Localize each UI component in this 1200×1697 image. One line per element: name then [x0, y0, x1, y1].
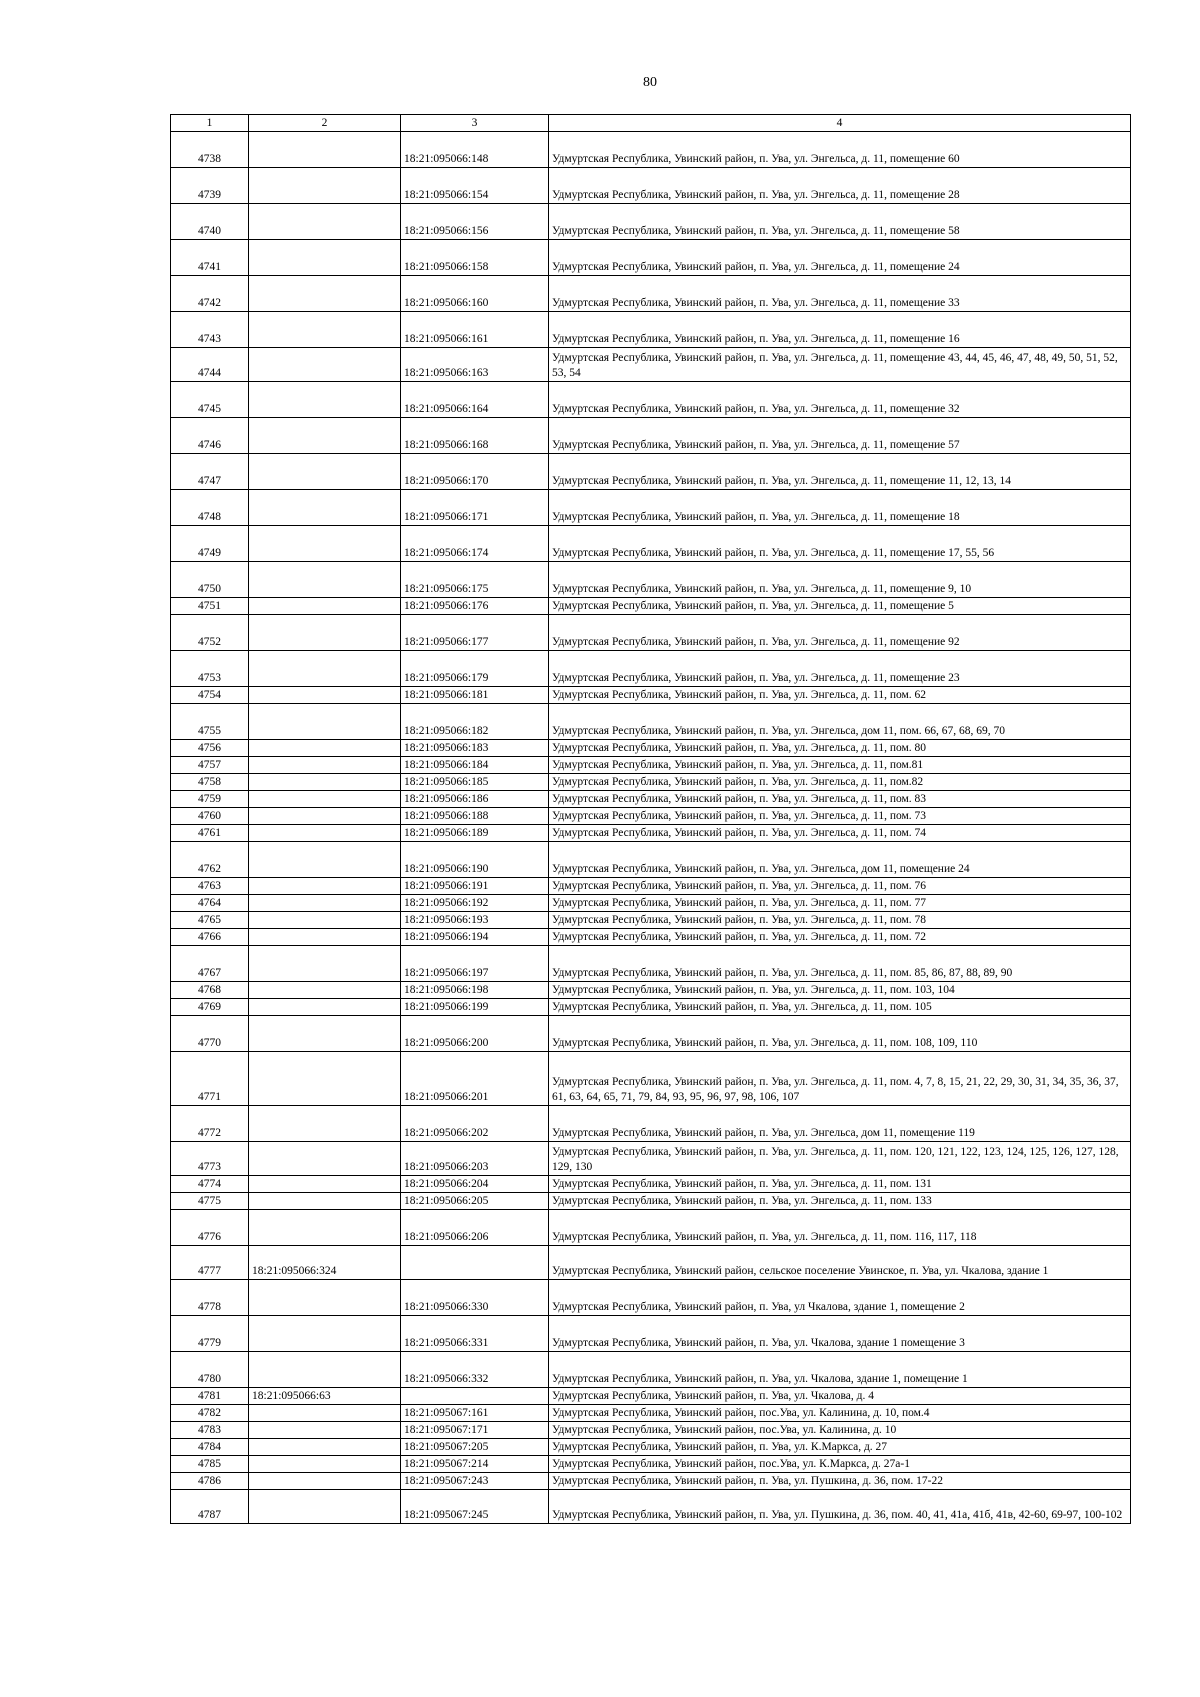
cadastral-number-col2 — [249, 946, 401, 982]
cadastral-number-col2 — [249, 1193, 401, 1210]
row-number: 4782 — [171, 1405, 249, 1422]
cadastral-number-col3: 18:21:095066:200 — [401, 1016, 549, 1052]
row-number: 4770 — [171, 1016, 249, 1052]
address-cell: Удмуртская Республика, Увинский район, п. Ува, ул. Энгельса, д. 11, пом. 62 — [549, 687, 1131, 704]
table-row — [171, 878, 1131, 895]
cadastral-number-col2 — [249, 168, 401, 204]
address-cell: Удмуртская Республика, Увинский район, п. Ува, ул. Энгельса, д. 11, помещение 23 — [549, 651, 1131, 687]
address-cell: Удмуртская Республика, Увинский район, п. Ува, ул. Чкалова, здание 1, помещение 1 — [549, 1352, 1131, 1388]
table-row — [171, 1316, 1131, 1352]
cadastral-number-col3: 18:21:095066:154 — [401, 168, 549, 204]
table-row — [171, 1280, 1131, 1316]
address-cell: Удмуртская Республика, Увинский район, п. Ува, ул. Пушкина, д. 36, пом. 40, 41, 41а, 41б, 41в, 42-60, 69-97, 100-102 — [549, 1490, 1131, 1524]
row-number: 4753 — [171, 651, 249, 687]
table-row — [171, 1439, 1131, 1456]
cadastral-number-col2 — [249, 1473, 401, 1490]
address-cell: Удмуртская Республика, Увинский район, п. Ува, ул. Энгельса, д. 11, пом. 85, 86, 87, 88, 89, 90 — [549, 946, 1131, 982]
cadastral-number-col3 — [401, 1388, 549, 1405]
table-row — [171, 454, 1131, 490]
address-cell: Удмуртская Республика, Увинский район, п. Ува, ул. Энгельса, д. 11, пом. 73 — [549, 808, 1131, 825]
cadastral-number-col2 — [249, 418, 401, 454]
table-row — [171, 1142, 1131, 1176]
table-row — [171, 615, 1131, 651]
cadastral-number-col2 — [249, 562, 401, 598]
cadastral-number-col3 — [401, 1246, 549, 1280]
cadastral-number-col2 — [249, 1316, 401, 1352]
row-number: 4760 — [171, 808, 249, 825]
row-number: 4743 — [171, 312, 249, 348]
row-number: 4741 — [171, 240, 249, 276]
table-row — [171, 204, 1131, 240]
address-cell: Удмуртская Республика, Увинский район, п. Ува, ул. Энгельса, д. 11, пом.81 — [549, 757, 1131, 774]
cadastral-number-col2 — [249, 382, 401, 418]
page-number: 80 — [643, 75, 657, 90]
table-row — [171, 348, 1131, 382]
row-number: 4755 — [171, 704, 249, 740]
row-number: 4758 — [171, 774, 249, 791]
address-cell: Удмуртская Республика, Увинский район, п. Ува, ул. Энгельса, д. 11, помещение 9, 10 — [549, 562, 1131, 598]
cadastral-number-col2 — [249, 912, 401, 929]
cadastral-number-col2 — [249, 687, 401, 704]
header-col-3: 3 — [401, 115, 549, 132]
table-row — [171, 276, 1131, 312]
address-cell: Удмуртская Республика, Увинский район, п. Ува, ул. Энгельса, д. 11, пом. 83 — [549, 791, 1131, 808]
table-row — [171, 895, 1131, 912]
cadastral-number-col3: 18:21:095066:156 — [401, 204, 549, 240]
cadastral-number-col3: 18:21:095066:199 — [401, 999, 549, 1016]
cadastral-number-col3: 18:21:095067:161 — [401, 1405, 549, 1422]
cadastral-number-col3: 18:21:095066:175 — [401, 562, 549, 598]
table-row — [171, 1388, 1131, 1405]
cadastral-number-col3: 18:21:095066:176 — [401, 598, 549, 615]
cadastral-number-col2 — [249, 929, 401, 946]
cadastral-number-col2 — [249, 791, 401, 808]
cadastral-number-col2 — [249, 1052, 401, 1106]
table-row — [171, 791, 1131, 808]
cadastral-number-col3: 18:21:095066:181 — [401, 687, 549, 704]
cadastral-number-col3: 18:21:095066:177 — [401, 615, 549, 651]
cadastral-number-col3: 18:21:095066:205 — [401, 1193, 549, 1210]
address-cell: Удмуртская Республика, Увинский район, п. Ува, ул. Энгельса, д. 11, пом. 76 — [549, 878, 1131, 895]
address-cell: Удмуртская Республика, Увинский район, п. Ува, ул. К.Маркса, д. 27 — [549, 1439, 1131, 1456]
address-cell: Удмуртская Республика, Увинский район, п. Ува, ул. Энгельса, д. 11, помещение 57 — [549, 418, 1131, 454]
cadastral-number-col2 — [249, 651, 401, 687]
cadastral-number-col2 — [249, 240, 401, 276]
cadastral-number-col2 — [249, 1106, 401, 1142]
address-cell: Удмуртская Республика, Увинский район, п. Ува, ул. Энгельса, д. 11, помещение 24 — [549, 240, 1131, 276]
cadastral-number-col3: 18:21:095066:174 — [401, 526, 549, 562]
cadastral-number-col2 — [249, 598, 401, 615]
cadastral-number-col3: 18:21:095066:206 — [401, 1210, 549, 1246]
address-cell: Удмуртская Республика, Увинский район, п. Ува, ул. Энгельса, д. 11, помещение 18 — [549, 490, 1131, 526]
table-row — [171, 1405, 1131, 1422]
cadastral-number-col2 — [249, 757, 401, 774]
address-cell: Удмуртская Республика, Увинский район, п. Ува, ул. Энгельса, д. 11, помещение 60 — [549, 132, 1131, 168]
cadastral-number-col3: 18:21:095066:188 — [401, 808, 549, 825]
address-cell: Удмуртская Республика, Увинский район, п. Ува, ул. Пушкина, д. 36, пом. 17-22 — [549, 1473, 1131, 1490]
address-cell: Удмуртская Республика, Увинский район, п. Ува, ул. Энгельса, д. 11, пом. 108, 109, 110 — [549, 1016, 1131, 1052]
address-cell: Удмуртская Республика, Увинский район, п. Ува, ул. Энгельса, д. 11, пом. 116, 117, 118 — [549, 1210, 1131, 1246]
row-number: 4744 — [171, 348, 249, 382]
row-number: 4738 — [171, 132, 249, 168]
address-cell: Удмуртская Республика, Увинский район, п. Ува, ул. Энгельса, д. 11, пом. 131 — [549, 1176, 1131, 1193]
cadastral-number-col3: 18:21:095067:243 — [401, 1473, 549, 1490]
row-number: 4751 — [171, 598, 249, 615]
cadastral-number-col3: 18:21:095066:202 — [401, 1106, 549, 1142]
address-cell: Удмуртская Республика, Увинский район, п. Ува, ул. Энгельса, дом 11, помещение 119 — [549, 1106, 1131, 1142]
table-row — [171, 1106, 1131, 1142]
cadastral-number-col2 — [249, 1490, 401, 1524]
address-cell: Удмуртская Республика, Увинский район, п. Ува, ул. Энгельса, д. 11, пом. 74 — [549, 825, 1131, 842]
cadastral-number-col3: 18:21:095066:331 — [401, 1316, 549, 1352]
cadastral-number-col3: 18:21:095066:201 — [401, 1052, 549, 1106]
table-row — [171, 808, 1131, 825]
address-cell: Удмуртская Республика, Увинский район, п. Ува, ул. Энгельса, д. 11, помещение 33 — [549, 276, 1131, 312]
cadastral-number-col3: 18:21:095067:214 — [401, 1456, 549, 1473]
address-cell: Удмуртская Республика, Увинский район, п. Ува, ул. Энгельса, д. 11, помещение 43, 44, 45, 46, 47, 48, 49, 50, 51, 52, 53, 54 — [549, 348, 1131, 382]
table-row — [171, 929, 1131, 946]
cadastral-number-col3: 18:21:095066:186 — [401, 791, 549, 808]
table-row — [171, 562, 1131, 598]
row-number: 4781 — [171, 1388, 249, 1405]
cadastral-number-col2 — [249, 454, 401, 490]
row-number: 4769 — [171, 999, 249, 1016]
address-cell: Удмуртская Республика, Увинский район, п. Ува, ул. Энгельса, д. 11, помещение 32 — [549, 382, 1131, 418]
table-row — [171, 418, 1131, 454]
cadastral-number-col3: 18:21:095066:163 — [401, 348, 549, 382]
header-col-2: 2 — [249, 115, 401, 132]
row-number: 4775 — [171, 1193, 249, 1210]
row-number: 4773 — [171, 1142, 249, 1176]
cadastral-number-col3: 18:21:095066:164 — [401, 382, 549, 418]
table-row — [171, 132, 1131, 168]
row-number: 4771 — [171, 1052, 249, 1106]
table-row — [171, 1473, 1131, 1490]
cadastral-number-col2 — [249, 842, 401, 878]
cadastral-number-col3: 18:21:095066:179 — [401, 651, 549, 687]
row-number: 4780 — [171, 1352, 249, 1388]
table-row — [171, 1246, 1131, 1280]
cadastral-number-col2 — [249, 1422, 401, 1439]
table-row — [171, 1193, 1131, 1210]
table-row — [171, 240, 1131, 276]
cadastral-number-col3: 18:21:095067:171 — [401, 1422, 549, 1439]
cadastral-number-col2: 18:21:095066:63 — [249, 1388, 401, 1405]
address-cell: Удмуртская Республика, Увинский район, п. Ува, ул. Энгельса, д. 11, помещение 58 — [549, 204, 1131, 240]
address-cell: Удмуртская Республика, Увинский район, п. Ува, ул. Энгельса, дом 11, помещение 24 — [549, 842, 1131, 878]
table-row — [171, 757, 1131, 774]
header-col-4: 4 — [549, 115, 1131, 132]
cadastral-number-col3: 18:21:095066:160 — [401, 276, 549, 312]
row-number: 4787 — [171, 1490, 249, 1524]
cadastral-number-col2 — [249, 774, 401, 791]
table-row — [171, 774, 1131, 791]
table-row — [171, 687, 1131, 704]
table-row — [171, 1422, 1131, 1439]
cadastral-number-col2: 18:21:095066:324 — [249, 1246, 401, 1280]
table-row — [171, 1016, 1131, 1052]
address-cell: Удмуртская Республика, Увинский район, пос.Ува, ул. К.Маркса, д. 27а-1 — [549, 1456, 1131, 1473]
row-number: 4767 — [171, 946, 249, 982]
row-number: 4777 — [171, 1246, 249, 1280]
table-row — [171, 704, 1131, 740]
cadastral-number-col3: 18:21:095066:190 — [401, 842, 549, 878]
header-col-1: 1 — [171, 115, 249, 132]
cadastral-number-col3: 18:21:095066:182 — [401, 704, 549, 740]
table-row — [171, 168, 1131, 204]
table-row — [171, 1352, 1131, 1388]
cadastral-number-col2 — [249, 1210, 401, 1246]
row-number: 4783 — [171, 1422, 249, 1439]
cadastral-number-col3: 18:21:095066:203 — [401, 1142, 549, 1176]
table-row — [171, 382, 1131, 418]
table-row — [171, 1490, 1131, 1524]
cadastral-number-col3: 18:21:095066:158 — [401, 240, 549, 276]
row-number: 4768 — [171, 982, 249, 999]
header-row — [171, 115, 1131, 132]
cadastral-number-col3: 18:21:095066:197 — [401, 946, 549, 982]
cadastral-number-col3: 18:21:095066:170 — [401, 454, 549, 490]
row-number: 4765 — [171, 912, 249, 929]
address-cell: Удмуртская Республика, Увинский район, п. Ува, ул. Энгельса, д. 11, помещение 17, 55, 56 — [549, 526, 1131, 562]
row-number: 4759 — [171, 791, 249, 808]
row-number: 4786 — [171, 1473, 249, 1490]
cadastral-number-col2 — [249, 204, 401, 240]
row-number: 4785 — [171, 1456, 249, 1473]
address-cell: Удмуртская Республика, Увинский район, сельское поселение Увинское, п. Ува, ул. Чкалова, здание 1 — [549, 1246, 1131, 1280]
table-row — [171, 842, 1131, 878]
cadastral-number-col3: 18:21:095066:332 — [401, 1352, 549, 1388]
cadastral-number-col2 — [249, 1280, 401, 1316]
address-cell: Удмуртская Республика, Увинский район, п. Ува, ул. Энгельса, д. 11, помещение 28 — [549, 168, 1131, 204]
table-row — [171, 526, 1131, 562]
row-number: 4761 — [171, 825, 249, 842]
table-row — [171, 598, 1131, 615]
table-row — [171, 912, 1131, 929]
address-cell: Удмуртская Республика, Увинский район, п. Ува, ул Чкалова, здание 1, помещение 2 — [549, 1280, 1131, 1316]
address-cell: Удмуртская Республика, Увинский район, п. Ува, ул. Энгельса, д. 11, пом. 120, 121, 122, 123, 124, 125, 126, 127, 128, 129, 130 — [549, 1142, 1131, 1176]
cadastral-number-col2 — [249, 348, 401, 382]
cadastral-number-col2 — [249, 895, 401, 912]
cadastral-number-col3: 18:21:095066:168 — [401, 418, 549, 454]
row-number: 4750 — [171, 562, 249, 598]
address-cell: Удмуртская Республика, Увинский район, п. Ува, ул. Энгельса, д. 11, пом. 105 — [549, 999, 1131, 1016]
row-number: 4740 — [171, 204, 249, 240]
cadastral-number-col3: 18:21:095066:183 — [401, 740, 549, 757]
row-number: 4745 — [171, 382, 249, 418]
address-cell: Удмуртская Республика, Увинский район, пос.Ува, ул. Калинина, д. 10 — [549, 1422, 1131, 1439]
cadastral-number-col2 — [249, 526, 401, 562]
row-number: 4778 — [171, 1280, 249, 1316]
row-number: 4746 — [171, 418, 249, 454]
cadastral-number-col3: 18:21:095067:205 — [401, 1439, 549, 1456]
address-cell: Удмуртская Республика, Увинский район, п. Ува, ул. Энгельса, д. 11, пом. 78 — [549, 912, 1131, 929]
cadastral-number-col2 — [249, 490, 401, 526]
table-row — [171, 946, 1131, 982]
cadastral-number-col2 — [249, 825, 401, 842]
row-number: 4776 — [171, 1210, 249, 1246]
row-number: 4747 — [171, 454, 249, 490]
address-cell: Удмуртская Республика, Увинский район, п. Ува, ул. Чкалова, здание 1 помещение 3 — [549, 1316, 1131, 1352]
cadastral-number-col2 — [249, 615, 401, 651]
row-number: 4774 — [171, 1176, 249, 1193]
table-row — [171, 1176, 1131, 1193]
cadastral-number-col2 — [249, 1456, 401, 1473]
cadastral-number-col3: 18:21:095067:245 — [401, 1490, 549, 1524]
cadastral-number-col3: 18:21:095066:198 — [401, 982, 549, 999]
cadastral-number-col2 — [249, 312, 401, 348]
cadastral-number-col2 — [249, 276, 401, 312]
row-number: 4779 — [171, 1316, 249, 1352]
address-cell: Удмуртская Республика, Увинский район, п. Ува, ул. Энгельса, д. 11, пом. 4, 7, 8, 15, 21, 22, 29, 30, 31, 34, 35, 36, 37, 61, 63, 64, 65, 71, 79, 84, 93, 95, 96, 97, 98, 106, 107 — [549, 1052, 1131, 1106]
cadastral-number-col3: 18:21:095066:148 — [401, 132, 549, 168]
row-number: 4749 — [171, 526, 249, 562]
table-row — [171, 1052, 1131, 1106]
row-number: 4766 — [171, 929, 249, 946]
table-row — [171, 1456, 1131, 1473]
cadastral-number-col2 — [249, 1439, 401, 1456]
row-number: 4763 — [171, 878, 249, 895]
address-cell: Удмуртская Республика, Увинский район, пос.Ува, ул. Калинина, д. 10, пом.4 — [549, 1405, 1131, 1422]
cadastral-number-col3: 18:21:095066:189 — [401, 825, 549, 842]
row-number: 4752 — [171, 615, 249, 651]
address-cell: Удмуртская Республика, Увинский район, п. Ува, ул. Энгельса, д. 11, пом. 133 — [549, 1193, 1131, 1210]
cadastral-number-col2 — [249, 740, 401, 757]
address-cell: Удмуртская Республика, Увинский район, п. Ува, ул. Энгельса, д. 11, помещение 16 — [549, 312, 1131, 348]
row-number: 4742 — [171, 276, 249, 312]
row-number: 4784 — [171, 1439, 249, 1456]
cadastral-number-col3: 18:21:095066:194 — [401, 929, 549, 946]
cadastral-number-col2 — [249, 982, 401, 999]
row-number: 4754 — [171, 687, 249, 704]
row-number: 4757 — [171, 757, 249, 774]
cadastral-number-col2 — [249, 1405, 401, 1422]
address-cell: Удмуртская Республика, Увинский район, п. Ува, ул. Энгельса, дом 11, пом. 66, 67, 68, 69, 70 — [549, 704, 1131, 740]
cadastral-number-col2 — [249, 1142, 401, 1176]
cadastral-number-col3: 18:21:095066:185 — [401, 774, 549, 791]
table-row — [171, 1210, 1131, 1246]
address-cell: Удмуртская Республика, Увинский район, п. Ува, ул. Чкалова, д. 4 — [549, 1388, 1131, 1405]
cadastral-number-col3: 18:21:095066:171 — [401, 490, 549, 526]
address-cell: Удмуртская Республика, Увинский район, п. Ува, ул. Энгельса, д. 11, пом. 72 — [549, 929, 1131, 946]
cadastral-number-col3: 18:21:095066:192 — [401, 895, 549, 912]
table-row — [171, 651, 1131, 687]
cadastral-number-col2 — [249, 1016, 401, 1052]
address-cell: Удмуртская Республика, Увинский район, п. Ува, ул. Энгельса, д. 11, пом. 103, 104 — [549, 982, 1131, 999]
table-row — [171, 312, 1131, 348]
cadastral-number-col2 — [249, 704, 401, 740]
row-number: 4772 — [171, 1106, 249, 1142]
address-cell: Удмуртская Республика, Увинский район, п. Ува, ул. Энгельса, д. 11, пом. 80 — [549, 740, 1131, 757]
cadastral-number-col2 — [249, 808, 401, 825]
cadastral-number-col3: 18:21:095066:184 — [401, 757, 549, 774]
row-number: 4764 — [171, 895, 249, 912]
table-row — [171, 999, 1131, 1016]
row-number: 4762 — [171, 842, 249, 878]
cadastral-number-col2 — [249, 1352, 401, 1388]
address-cell: Удмуртская Республика, Увинский район, п. Ува, ул. Энгельса, д. 11, помещение 5 — [549, 598, 1131, 615]
cadastral-number-col3: 18:21:095066:193 — [401, 912, 549, 929]
table-row — [171, 740, 1131, 757]
cadastral-number-col2 — [249, 878, 401, 895]
address-cell: Удмуртская Республика, Увинский район, п. Ува, ул. Энгельса, д. 11, пом. 77 — [549, 895, 1131, 912]
cadastral-number-col2 — [249, 132, 401, 168]
table-row — [171, 490, 1131, 526]
register-body — [171, 132, 1131, 1524]
cadastral-number-col3: 18:21:095066:191 — [401, 878, 549, 895]
cadastral-number-col3: 18:21:095066:161 — [401, 312, 549, 348]
cadastral-number-col2 — [249, 999, 401, 1016]
address-cell: Удмуртская Республика, Увинский район, п. Ува, ул. Энгельса, д. 11, помещение 11, 12, 13, 14 — [549, 454, 1131, 490]
register-table — [170, 114, 1131, 1524]
table-row — [171, 825, 1131, 842]
address-cell: Удмуртская Республика, Увинский район, п. Ува, ул. Энгельса, д. 11, помещение 92 — [549, 615, 1131, 651]
row-number: 4739 — [171, 168, 249, 204]
cadastral-number-col3: 18:21:095066:204 — [401, 1176, 549, 1193]
row-number: 4756 — [171, 740, 249, 757]
table-row — [171, 982, 1131, 999]
cadastral-number-col3: 18:21:095066:330 — [401, 1280, 549, 1316]
cadastral-number-col2 — [249, 1176, 401, 1193]
row-number: 4748 — [171, 490, 249, 526]
address-cell: Удмуртская Республика, Увинский район, п. Ува, ул. Энгельса, д. 11, пом.82 — [549, 774, 1131, 791]
